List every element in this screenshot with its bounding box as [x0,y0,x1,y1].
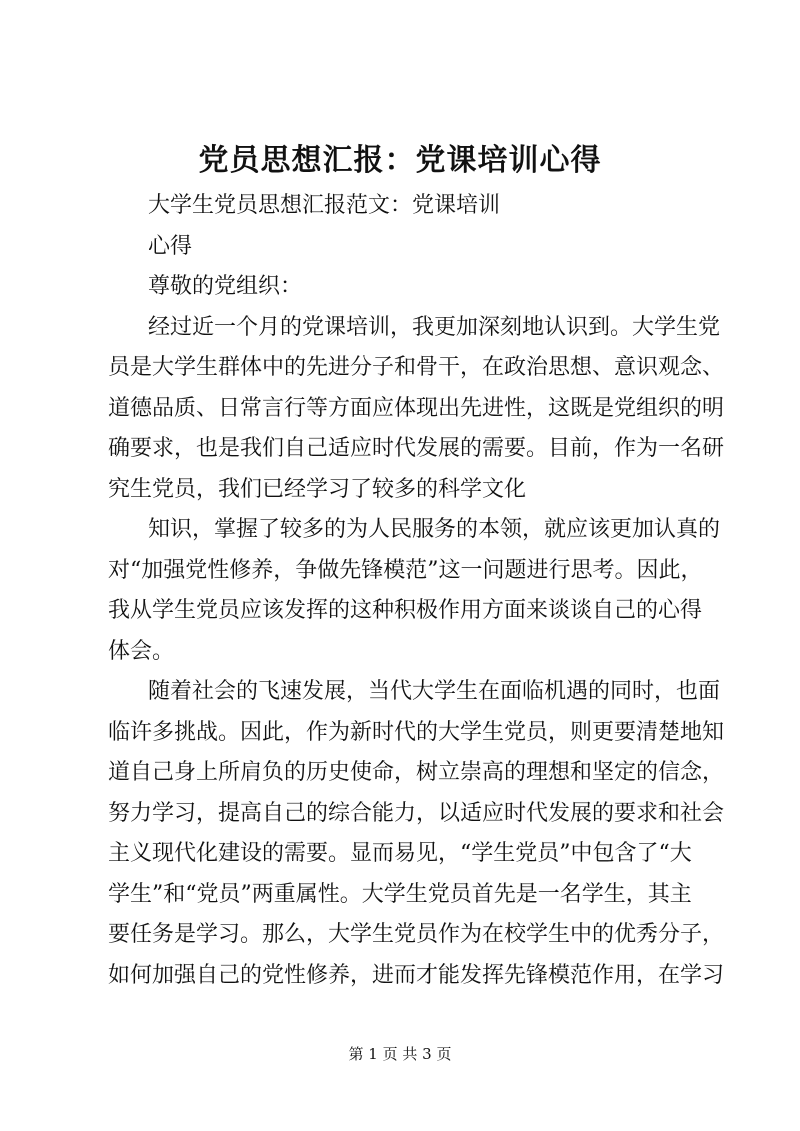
document-body [108,186,725,996]
paragraph-line: 对“加强党性修养，争做先锋模范”这一问题进行思考。因此， [108,557,703,583]
paragraph-line: 员是大学生群体中的先进分子和骨干，在政治思想、意识观念、 [108,355,725,380]
paragraph-line: 临许多挑战。因此，作为新时代的大学生党员，则更要清楚地知 [108,719,725,745]
paragraph-line: 我从学生党员应该发挥的这种积极作用方面来谈谈自己的心得 [108,598,703,623]
salutation-line: 尊敬的党组织： [148,274,303,299]
paragraph-line: 道自己身上所肩负的历史使命，树立崇高的理想和坚定的信念， [108,760,725,785]
paragraph-line: 随着社会的飞速发展，当代大学生在面临机遇的同时，也面 [148,679,721,704]
paragraph-line: 体会。 [108,638,175,664]
paragraph-line: 道德品质、日常言行等方面应体现出先进性，这既是党组织的明 [108,395,725,421]
paragraph-line: 心得 [148,233,193,259]
paragraph-line: 大学生党员思想汇报范文：党课培训 [148,193,501,218]
paragraph-line: 经过近一个月的党课培训，我更加深刻地认识到。大学生党 [148,314,721,340]
paragraph-line: 要任务是学习。那么，大学生党员作为在校学生中的优秀分子， [108,922,725,947]
paragraph-line: 学生”和“党员”两重属性。大学生党员首先是一名学生，其主 [108,881,692,907]
paragraph-line: 主义现代化建设的需要。显而易见，“学生党员”中包含了“大 [108,841,692,866]
paragraph-line: 知识，掌握了较多的为人民服务的本领，就应该更加认真的 [148,517,721,542]
paragraph-line: 如何加强自己的党性修养，进而才能发挥先锋模范作用，在学习 [108,962,725,988]
paragraph-line: 确要求，也是我们自己适应时代发展的需要。目前，作为一名研 [108,436,725,461]
paragraph-line: 努力学习，提高自己的综合能力，以适应时代发展的要求和社会 [108,800,725,826]
paragraph-line: 究生党员，我们已经学习了较多的科学文化 [108,476,527,502]
page-number-footer: 第 1 页 共 3 页 [348,1045,452,1063]
document-title: 党员思想汇报：党课培训心得 [198,143,602,178]
